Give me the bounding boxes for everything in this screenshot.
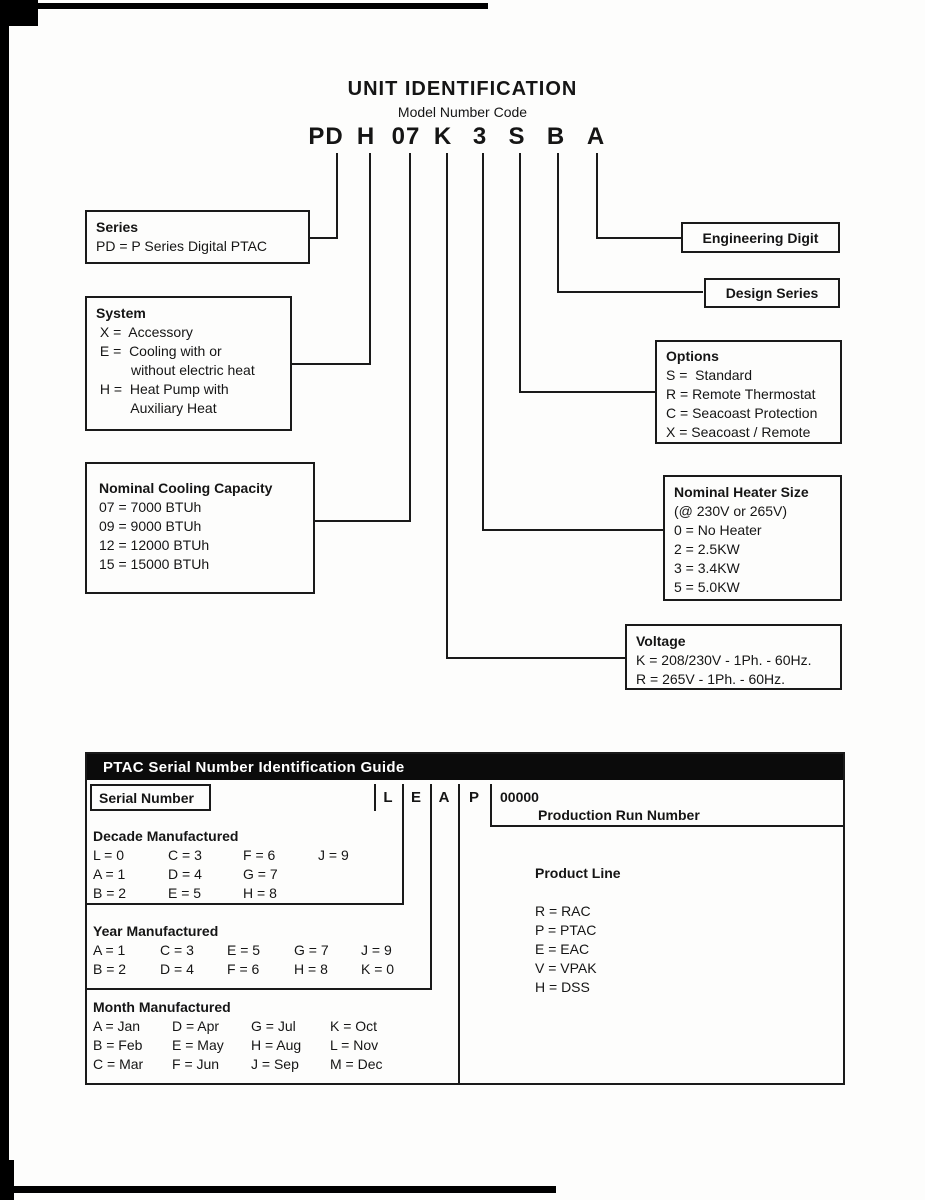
serial-year-bracket xyxy=(430,784,432,990)
connector-series-vertical xyxy=(336,153,338,239)
connector-heater-horizontal xyxy=(482,529,663,531)
scan-artifact-bottom-left-corner xyxy=(0,1160,14,1200)
connector-engineering-horizontal xyxy=(596,237,681,239)
year-row xyxy=(93,942,392,958)
model-code-design: B xyxy=(546,123,566,150)
month-cell: E = May xyxy=(172,1037,224,1053)
serial-number-label: Serial Number xyxy=(99,789,194,806)
year-row xyxy=(93,961,394,977)
serial-guide-header-label: PTAC Serial Number Identification Guide xyxy=(103,758,405,776)
model-code-heater: 3 xyxy=(472,123,488,150)
run-number-value: 00000 xyxy=(500,789,539,805)
options-callout-box xyxy=(655,340,842,444)
system-line: H = Heat Pump with xyxy=(96,381,229,397)
voltage-line: R = 265V - 1Ph. - 60Hz. xyxy=(636,671,786,687)
series-line: PD = P Series Digital PTAC xyxy=(96,238,268,254)
decade-title: Decade Manufactured xyxy=(93,828,239,844)
design-series-label: Design Series xyxy=(725,285,819,301)
connector-voltage-horizontal xyxy=(446,657,625,659)
heater-size-line: 5 = 5.0KW xyxy=(674,579,740,595)
year-section-divider xyxy=(85,988,432,990)
serial-decade-bracket xyxy=(402,784,404,905)
system-line: without electric heat xyxy=(96,362,255,378)
month-cell: G = Jul xyxy=(251,1018,296,1034)
product-line-list xyxy=(535,902,597,997)
decade-cell: H = 8 xyxy=(243,885,277,901)
product-line-item: V = VPAK xyxy=(535,960,597,976)
month-cell: B = Feb xyxy=(93,1037,143,1053)
scan-artifact-left-edge xyxy=(0,0,9,1200)
production-run-underline xyxy=(490,825,845,827)
product-line-item: R = RAC xyxy=(535,903,591,919)
month-cell: L = Nov xyxy=(330,1037,379,1053)
month-cell: D = Apr xyxy=(172,1018,220,1034)
serial-letter-decade: L xyxy=(383,789,393,806)
connector-capacity-vertical xyxy=(409,153,411,522)
serial-guide-header xyxy=(87,754,843,780)
connector-voltage-vertical xyxy=(446,153,448,659)
heater-size-line: 2 = 2.5KW xyxy=(674,541,740,557)
product-line-item: E = EAC xyxy=(535,941,590,957)
decade-cell: C = 3 xyxy=(168,847,202,863)
year-title: Year Manufactured xyxy=(93,923,219,939)
year-cell: C = 3 xyxy=(160,942,194,958)
system-callout-box xyxy=(85,296,292,431)
system-line: X = Accessory xyxy=(96,324,193,340)
year-cell: H = 8 xyxy=(294,961,328,977)
serial-letter-product-line: P xyxy=(468,789,480,806)
month-title: Month Manufactured xyxy=(93,999,231,1015)
options-line: R = Remote Thermostat xyxy=(666,386,816,402)
month-cell: M = Dec xyxy=(330,1056,383,1072)
serial-product-bracket xyxy=(490,784,492,827)
system-title: System xyxy=(96,305,146,321)
heater-size-title: Nominal Heater Size xyxy=(674,484,809,500)
cooling-capacity-line: 07 = 7000 BTUh xyxy=(99,499,202,515)
options-line: C = Seacoast Protection xyxy=(666,405,818,421)
serial-month-bracket xyxy=(458,784,460,1085)
decade-cell: L = 0 xyxy=(93,847,125,863)
serial-cell-divider xyxy=(374,784,376,811)
decade-row xyxy=(93,885,277,901)
cooling-capacity-line: 15 = 15000 BTUh xyxy=(99,556,210,572)
production-run-label: Production Run Number xyxy=(538,807,700,823)
decade-cell: J = 9 xyxy=(318,847,349,863)
cooling-capacity-title: Nominal Cooling Capacity xyxy=(99,480,273,496)
voltage-callout-box xyxy=(625,624,842,690)
heater-size-callout-box xyxy=(663,475,842,601)
month-row xyxy=(93,1056,383,1072)
options-line: S = Standard xyxy=(666,367,753,383)
month-cell: A = Jan xyxy=(93,1018,141,1034)
decade-cell: E = 5 xyxy=(168,885,202,901)
decade-cell: B = 2 xyxy=(93,885,127,901)
connector-engineering-vertical xyxy=(596,153,598,239)
cooling-capacity-line: 12 = 12000 BTUh xyxy=(99,537,210,553)
connector-heater-vertical xyxy=(482,153,484,531)
year-cell: G = 7 xyxy=(294,942,329,958)
year-cell: B = 2 xyxy=(93,961,127,977)
decade-section-divider xyxy=(85,903,404,905)
scan-artifact-top-edge xyxy=(25,3,488,9)
connector-design-horizontal xyxy=(557,291,703,293)
year-cell: D = 4 xyxy=(160,961,194,977)
year-cell: A = 1 xyxy=(93,942,126,958)
year-cell: K = 0 xyxy=(361,961,395,977)
engineering-digit-label: Engineering Digit xyxy=(702,229,819,246)
serial-number-label-box xyxy=(90,784,211,811)
design-series-box xyxy=(704,278,840,308)
system-line: E = Cooling with or xyxy=(96,343,222,359)
model-code-system: H xyxy=(356,123,376,150)
model-code-series: PD xyxy=(308,123,344,150)
connector-system-horizontal xyxy=(292,363,371,365)
decade-row xyxy=(93,847,349,863)
connector-options-horizontal xyxy=(519,391,655,393)
page-title: UNIT IDENTIFICATION xyxy=(347,78,578,100)
decade-cell: A = 1 xyxy=(93,866,126,882)
decade-cell: D = 4 xyxy=(168,866,202,882)
month-cell: H = Aug xyxy=(251,1037,302,1053)
page-subtitle: Model Number Code xyxy=(397,104,528,120)
month-cell: C = Mar xyxy=(93,1056,144,1072)
cooling-capacity-line: 09 = 9000 BTUh xyxy=(99,518,202,534)
heater-size-line: 0 = No Heater xyxy=(674,522,762,538)
decade-row xyxy=(93,866,278,882)
options-line: X = Seacoast / Remote xyxy=(666,424,811,440)
series-title: Series xyxy=(96,219,139,235)
options-title: Options xyxy=(666,348,719,364)
product-line-item: P = PTAC xyxy=(535,922,597,938)
month-cell: J = Sep xyxy=(251,1056,299,1072)
connector-design-vertical xyxy=(557,153,559,293)
serial-letter-year: E xyxy=(410,789,422,806)
month-row xyxy=(93,1018,377,1034)
month-cell: F = Jun xyxy=(172,1056,220,1072)
year-cell: J = 9 xyxy=(361,942,392,958)
decade-cell: F = 6 xyxy=(243,847,276,863)
engineering-digit-box xyxy=(681,222,840,253)
heater-size-line: 3 = 3.4KW xyxy=(674,560,740,576)
month-cell: K = Oct xyxy=(330,1018,378,1034)
year-cell: F = 6 xyxy=(227,961,260,977)
model-code-options: S xyxy=(508,123,526,150)
connector-capacity-horizontal xyxy=(315,520,411,522)
voltage-line: K = 208/230V - 1Ph. - 60Hz. xyxy=(636,652,812,668)
model-code-capacity: 07 xyxy=(391,123,421,150)
connector-options-vertical xyxy=(519,153,521,393)
model-code-voltage: K xyxy=(433,123,453,150)
product-line-item: H = DSS xyxy=(535,979,590,995)
system-line: Auxiliary Heat xyxy=(96,400,217,416)
month-row xyxy=(93,1037,378,1053)
serial-letter-month: A xyxy=(438,789,450,806)
decade-cell: G = 7 xyxy=(243,866,278,882)
heater-size-line: (@ 230V or 265V) xyxy=(674,503,788,519)
year-cell: E = 5 xyxy=(227,942,261,958)
connector-series-horizontal xyxy=(310,237,338,239)
model-code-engineering: A xyxy=(586,123,606,150)
product-line-title: Product Line xyxy=(535,865,621,881)
series-callout-box xyxy=(85,210,310,264)
connector-system-vertical xyxy=(369,153,371,365)
voltage-title: Voltage xyxy=(636,633,686,649)
scan-artifact-bottom-edge xyxy=(0,1186,556,1193)
cooling-capacity-callout-box xyxy=(85,462,315,594)
